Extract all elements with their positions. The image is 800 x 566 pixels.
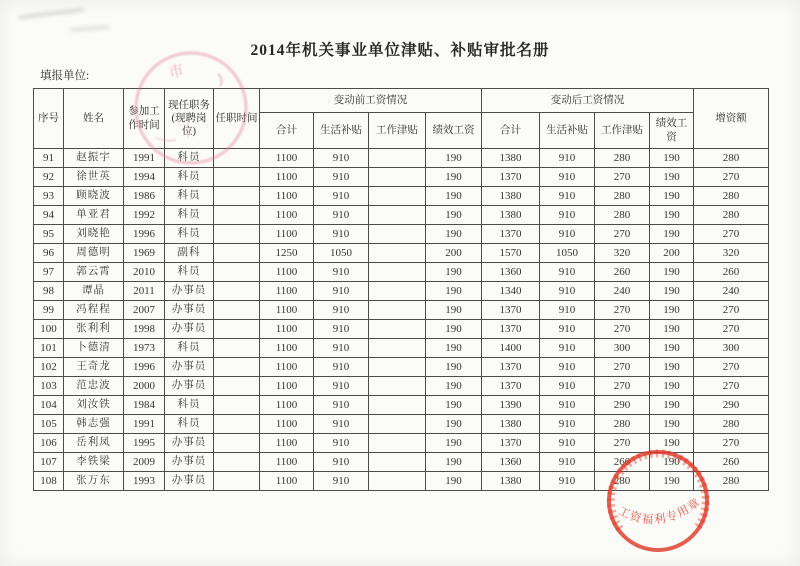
cell-pre-total: 1100	[260, 339, 314, 358]
cell-serial: 99	[34, 301, 64, 320]
col-header-position: 现任职务(现聘岗位)	[165, 89, 214, 149]
col-header-serial: 序号	[34, 89, 64, 149]
cell-pre-living: 910	[314, 377, 369, 396]
cell-post-total: 1380	[482, 149, 540, 168]
cell-pre-living: 910	[314, 453, 369, 472]
cell-position: 办事员	[165, 472, 214, 491]
col-header-pre-perf: 绩效工资	[426, 113, 482, 149]
cell-post-perf: 190	[650, 472, 694, 491]
cell-pre-perf: 190	[426, 358, 482, 377]
cell-name: 张万东	[64, 472, 124, 491]
cell-pre-work	[369, 244, 426, 263]
col-header-pre-work: 工作津贴	[369, 113, 426, 149]
cell-post-living: 910	[540, 206, 595, 225]
col-header-post-total: 合计	[482, 113, 540, 149]
cell-post-living: 910	[540, 339, 595, 358]
cell-tenure	[214, 472, 260, 491]
cell-post-perf: 190	[650, 206, 694, 225]
cell-work-start-year: 1998	[124, 320, 165, 339]
seal-label: 工资福利专用章	[616, 496, 704, 527]
cell-pre-perf: 190	[426, 415, 482, 434]
table-row	[34, 206, 769, 225]
cell-pre-work	[369, 472, 426, 491]
cell-post-perf: 190	[650, 282, 694, 301]
col-header-post-work: 工作津贴	[595, 113, 650, 149]
cell-pre-perf: 190	[426, 377, 482, 396]
cell-post-work: 270	[595, 358, 650, 377]
cell-position: 科员	[165, 187, 214, 206]
cell-tenure	[214, 244, 260, 263]
cell-tenure	[214, 377, 260, 396]
cell-serial: 96	[34, 244, 64, 263]
cell-serial: 102	[34, 358, 64, 377]
cell-tenure	[214, 187, 260, 206]
cell-post-work: 240	[595, 282, 650, 301]
cell-tenure	[214, 358, 260, 377]
cell-position: 科员	[165, 168, 214, 187]
cell-increase: 270	[694, 225, 769, 244]
cell-post-perf: 190	[650, 225, 694, 244]
cell-position: 办事员	[165, 282, 214, 301]
cell-post-work: 280	[595, 149, 650, 168]
cell-increase: 280	[694, 206, 769, 225]
cell-post-living: 910	[540, 263, 595, 282]
cell-post-work: 270	[595, 320, 650, 339]
table-row	[34, 415, 769, 434]
cell-tenure	[214, 206, 260, 225]
cell-position: 办事员	[165, 453, 214, 472]
cell-post-perf: 190	[650, 339, 694, 358]
cell-name: 刘晓艳	[64, 225, 124, 244]
cell-work-start-year: 1996	[124, 358, 165, 377]
cell-pre-perf: 190	[426, 206, 482, 225]
cell-post-living: 910	[540, 301, 595, 320]
cell-pre-work	[369, 434, 426, 453]
cell-pre-total: 1100	[260, 168, 314, 187]
cell-pre-total: 1100	[260, 320, 314, 339]
cell-pre-total: 1250	[260, 244, 314, 263]
cell-work-start-year: 1993	[124, 472, 165, 491]
cell-work-start-year: 2007	[124, 301, 165, 320]
cell-post-work: 320	[595, 244, 650, 263]
cell-post-total: 1370	[482, 358, 540, 377]
cell-pre-total: 1100	[260, 396, 314, 415]
cell-tenure	[214, 320, 260, 339]
cell-post-living: 910	[540, 377, 595, 396]
table-row	[34, 453, 769, 472]
cell-serial: 103	[34, 377, 64, 396]
cell-work-start-year: 2010	[124, 263, 165, 282]
cell-tenure	[214, 453, 260, 472]
cell-serial: 92	[34, 168, 64, 187]
cell-serial: 91	[34, 149, 64, 168]
cell-pre-work	[369, 415, 426, 434]
cell-work-start-year: 1996	[124, 225, 165, 244]
cell-post-total: 1370	[482, 225, 540, 244]
cell-post-perf: 190	[650, 358, 694, 377]
cell-post-perf: 190	[650, 453, 694, 472]
cell-work-start-year: 1994	[124, 168, 165, 187]
table-row	[34, 377, 769, 396]
cell-increase: 270	[694, 358, 769, 377]
cell-pre-perf: 190	[426, 434, 482, 453]
cell-post-perf: 190	[650, 168, 694, 187]
cell-position: 科员	[165, 206, 214, 225]
cell-serial: 107	[34, 453, 64, 472]
cell-tenure	[214, 168, 260, 187]
table-row	[34, 358, 769, 377]
cell-work-start-year: 1969	[124, 244, 165, 263]
cell-post-living: 910	[540, 453, 595, 472]
cell-name: 赵振宇	[64, 149, 124, 168]
cell-post-total: 1340	[482, 282, 540, 301]
cell-pre-living: 910	[314, 282, 369, 301]
cell-pre-work	[369, 301, 426, 320]
cell-work-start-year: 1973	[124, 339, 165, 358]
cell-pre-total: 1100	[260, 187, 314, 206]
cell-tenure	[214, 339, 260, 358]
cell-pre-work	[369, 168, 426, 187]
svg-text:工资福利专用章	[616, 495, 703, 527]
cell-post-perf: 190	[650, 263, 694, 282]
cell-post-total: 1570	[482, 244, 540, 263]
cell-post-living: 910	[540, 396, 595, 415]
table-body	[34, 149, 769, 491]
cell-position: 副科	[165, 244, 214, 263]
cell-increase: 260	[694, 263, 769, 282]
cell-tenure	[214, 396, 260, 415]
table-row	[34, 320, 769, 339]
cell-serial: 93	[34, 187, 64, 206]
cell-tenure	[214, 225, 260, 244]
cell-tenure	[214, 434, 260, 453]
cell-name: 王奇龙	[64, 358, 124, 377]
cell-pre-work	[369, 149, 426, 168]
cell-work-start-year: 1984	[124, 396, 165, 415]
cell-increase: 270	[694, 301, 769, 320]
cell-pre-total: 1100	[260, 415, 314, 434]
cell-name: 徐世英	[64, 168, 124, 187]
cell-position: 办事员	[165, 320, 214, 339]
cell-tenure	[214, 263, 260, 282]
cell-name: 周德明	[64, 244, 124, 263]
cell-name: 顾晓波	[64, 187, 124, 206]
cell-increase: 270	[694, 377, 769, 396]
cell-pre-living: 910	[314, 263, 369, 282]
cell-name: 谭晶	[64, 282, 124, 301]
cell-pre-work	[369, 263, 426, 282]
cell-pre-work	[369, 206, 426, 225]
cell-work-start-year: 2000	[124, 377, 165, 396]
cell-post-living: 910	[540, 320, 595, 339]
cell-post-living: 910	[540, 168, 595, 187]
cell-name: 岳利凤	[64, 434, 124, 453]
cell-pre-perf: 190	[426, 339, 482, 358]
cell-post-perf: 190	[650, 149, 694, 168]
col-header-pre-total: 合计	[260, 113, 314, 149]
cell-post-living: 910	[540, 282, 595, 301]
cell-pre-perf: 190	[426, 396, 482, 415]
cell-post-perf: 190	[650, 187, 694, 206]
cell-post-total: 1360	[482, 263, 540, 282]
cell-pre-work	[369, 225, 426, 244]
table-row	[34, 339, 769, 358]
cell-work-start-year: 1995	[124, 434, 165, 453]
cell-post-total: 1380	[482, 472, 540, 491]
cell-pre-perf: 190	[426, 263, 482, 282]
col-header-increase: 增资额	[694, 89, 769, 149]
cell-pre-perf: 190	[426, 187, 482, 206]
cell-increase: 280	[694, 472, 769, 491]
cell-pre-work	[369, 396, 426, 415]
cell-name: 范忠波	[64, 377, 124, 396]
cell-serial: 97	[34, 263, 64, 282]
cell-post-work: 260	[595, 263, 650, 282]
cell-pre-perf: 190	[426, 225, 482, 244]
cell-position: 办事员	[165, 301, 214, 320]
cell-serial: 101	[34, 339, 64, 358]
cell-pre-perf: 190	[426, 168, 482, 187]
cell-name: 张利利	[64, 320, 124, 339]
table-row	[34, 472, 769, 491]
cell-pre-total: 1100	[260, 282, 314, 301]
cell-serial: 108	[34, 472, 64, 491]
table-row	[34, 244, 769, 263]
cell-increase: 240	[694, 282, 769, 301]
cell-serial: 105	[34, 415, 64, 434]
cell-pre-total: 1100	[260, 263, 314, 282]
cell-pre-total: 1100	[260, 377, 314, 396]
col-group-pre-change: 变动前工资情况	[260, 89, 482, 113]
cell-pre-total: 1100	[260, 206, 314, 225]
cell-pre-perf: 200	[426, 244, 482, 263]
cell-position: 科员	[165, 149, 214, 168]
cell-pre-perf: 190	[426, 149, 482, 168]
cell-name: 冯程程	[64, 301, 124, 320]
cell-post-living: 910	[540, 149, 595, 168]
cell-name: 刘汝铁	[64, 396, 124, 415]
cell-post-perf: 200	[650, 244, 694, 263]
cell-pre-total: 1100	[260, 358, 314, 377]
cell-post-total: 1370	[482, 320, 540, 339]
cell-post-perf: 190	[650, 415, 694, 434]
cell-post-total: 1370	[482, 434, 540, 453]
cell-pre-work	[369, 358, 426, 377]
cell-post-work: 270	[595, 168, 650, 187]
cell-post-work: 300	[595, 339, 650, 358]
cell-post-perf: 190	[650, 320, 694, 339]
cell-position: 科员	[165, 339, 214, 358]
cell-pre-work	[369, 339, 426, 358]
cell-pre-total: 1100	[260, 472, 314, 491]
cell-pre-total: 1100	[260, 453, 314, 472]
cell-pre-perf: 190	[426, 282, 482, 301]
cell-pre-living: 910	[314, 206, 369, 225]
cell-post-total: 1380	[482, 187, 540, 206]
reporting-unit-label: 填报单位:	[40, 70, 90, 82]
cell-name: 卜德清	[64, 339, 124, 358]
cell-work-start-year: 1991	[124, 415, 165, 434]
cell-name: 李铁梁	[64, 453, 124, 472]
cell-post-living: 1050	[540, 244, 595, 263]
roster-table	[33, 88, 769, 491]
cell-post-work: 290	[595, 396, 650, 415]
cell-pre-living: 910	[314, 434, 369, 453]
cell-pre-perf: 190	[426, 301, 482, 320]
cell-tenure	[214, 282, 260, 301]
cell-pre-living: 910	[314, 415, 369, 434]
page-title: 2014年机关事业单位津贴、补贴审批名册	[250, 42, 550, 59]
table-row	[34, 301, 769, 320]
cell-pre-total: 1100	[260, 434, 314, 453]
seal-character: 市	[167, 62, 186, 82]
cell-post-work: 280	[595, 472, 650, 491]
cell-name: 韩志强	[64, 415, 124, 434]
cell-post-total: 1360	[482, 453, 540, 472]
cell-pre-living: 910	[314, 187, 369, 206]
cell-position: 科员	[165, 225, 214, 244]
cell-work-start-year: 2009	[124, 453, 165, 472]
cell-increase: 270	[694, 434, 769, 453]
cell-position: 办事员	[165, 377, 214, 396]
cell-increase: 270	[694, 320, 769, 339]
cell-post-total: 1370	[482, 301, 540, 320]
cell-increase: 280	[694, 415, 769, 434]
cell-pre-living: 910	[314, 396, 369, 415]
cell-post-perf: 190	[650, 396, 694, 415]
cell-tenure	[214, 149, 260, 168]
cell-pre-living: 910	[314, 225, 369, 244]
cell-pre-living: 1050	[314, 244, 369, 263]
cell-position: 科员	[165, 396, 214, 415]
cell-post-work: 270	[595, 225, 650, 244]
cell-post-work: 270	[595, 434, 650, 453]
cell-position: 科员	[165, 415, 214, 434]
col-header-tenure: 任职时间	[214, 89, 260, 149]
cell-tenure	[214, 415, 260, 434]
cell-post-work: 280	[595, 187, 650, 206]
table-row	[34, 168, 769, 187]
cell-post-living: 910	[540, 415, 595, 434]
cell-pre-total: 1100	[260, 301, 314, 320]
cell-post-work: 270	[595, 377, 650, 396]
cell-work-start-year: 1991	[124, 149, 165, 168]
cell-pre-living: 910	[314, 301, 369, 320]
cell-post-perf: 190	[650, 434, 694, 453]
cell-post-living: 910	[540, 225, 595, 244]
cell-work-start-year: 2011	[124, 282, 165, 301]
cell-pre-work	[369, 282, 426, 301]
cell-post-work: 280	[595, 206, 650, 225]
cell-serial: 106	[34, 434, 64, 453]
table-row	[34, 263, 769, 282]
cell-tenure	[214, 301, 260, 320]
cell-post-perf: 190	[650, 377, 694, 396]
cell-post-work: 280	[595, 415, 650, 434]
cell-post-living: 910	[540, 358, 595, 377]
cell-name: 郭云霄	[64, 263, 124, 282]
cell-pre-living: 910	[314, 320, 369, 339]
cell-post-living: 910	[540, 434, 595, 453]
cell-increase: 260	[694, 453, 769, 472]
cell-pre-living: 910	[314, 339, 369, 358]
cell-pre-total: 1100	[260, 225, 314, 244]
cell-serial: 95	[34, 225, 64, 244]
table-row	[34, 434, 769, 453]
cell-increase: 290	[694, 396, 769, 415]
cell-pre-work	[369, 453, 426, 472]
cell-pre-total: 1100	[260, 149, 314, 168]
cell-pre-living: 910	[314, 358, 369, 377]
cell-post-total: 1390	[482, 396, 540, 415]
cell-pre-living: 910	[314, 149, 369, 168]
cell-serial: 100	[34, 320, 64, 339]
cell-position: 科员	[165, 263, 214, 282]
cell-post-living: 910	[540, 187, 595, 206]
col-header-post-living: 生活补贴	[540, 113, 595, 149]
cell-increase: 280	[694, 187, 769, 206]
cell-post-total: 1370	[482, 168, 540, 187]
cell-increase: 320	[694, 244, 769, 263]
cell-pre-living: 910	[314, 168, 369, 187]
pencil-smudge	[70, 26, 110, 32]
cell-post-work: 270	[595, 301, 650, 320]
col-header-post-perf: 绩效工资	[650, 113, 694, 149]
table-row	[34, 187, 769, 206]
cell-post-total: 1400	[482, 339, 540, 358]
cell-serial: 98	[34, 282, 64, 301]
cell-pre-work	[369, 377, 426, 396]
cell-work-start-year: 1986	[124, 187, 165, 206]
pencil-smudge	[18, 8, 84, 19]
col-group-post-change: 变动后工资情况	[482, 89, 694, 113]
cell-serial: 94	[34, 206, 64, 225]
table-row	[34, 282, 769, 301]
cell-increase: 280	[694, 149, 769, 168]
cell-pre-perf: 190	[426, 472, 482, 491]
cell-post-living: 910	[540, 472, 595, 491]
cell-post-total: 1380	[482, 206, 540, 225]
cell-position: 办事员	[165, 434, 214, 453]
cell-pre-work	[369, 187, 426, 206]
cell-pre-work	[369, 320, 426, 339]
cell-post-total: 1370	[482, 377, 540, 396]
cell-work-start-year: 1992	[124, 206, 165, 225]
table-row	[34, 149, 769, 168]
cell-name: 单亚君	[64, 206, 124, 225]
cell-serial: 104	[34, 396, 64, 415]
cell-post-work: 260	[595, 453, 650, 472]
col-header-work-start: 参加工作时间	[124, 89, 165, 149]
table-header	[34, 89, 769, 149]
table-row	[34, 225, 769, 244]
col-header-pre-living: 生活补贴	[314, 113, 369, 149]
cell-pre-perf: 190	[426, 453, 482, 472]
col-header-name: 姓名	[64, 89, 124, 149]
cell-post-total: 1380	[482, 415, 540, 434]
cell-pre-living: 910	[314, 472, 369, 491]
cell-increase: 270	[694, 168, 769, 187]
cell-pre-perf: 190	[426, 320, 482, 339]
table-row	[34, 396, 769, 415]
cell-position: 办事员	[165, 358, 214, 377]
cell-increase: 300	[694, 339, 769, 358]
cell-post-perf: 190	[650, 301, 694, 320]
